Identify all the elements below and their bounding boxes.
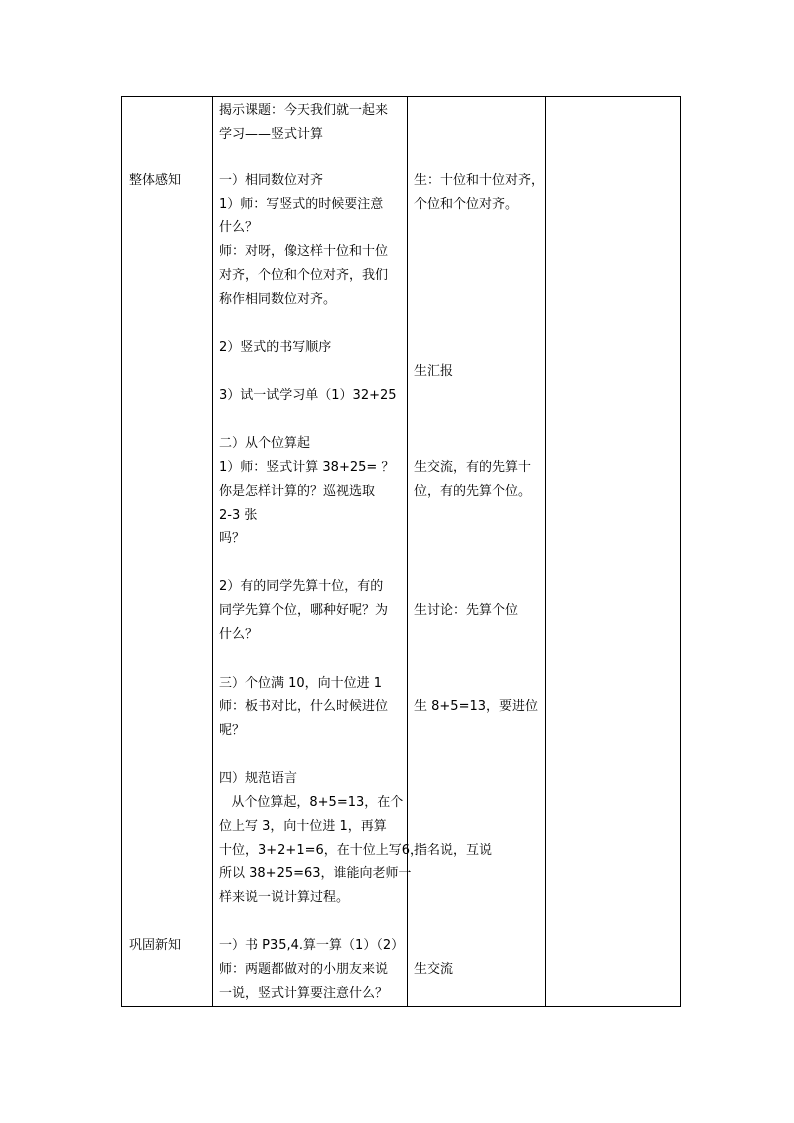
lesson-line: 所以 38+25=63，谁能向老师一: [219, 866, 412, 881]
lesson-line: 对齐，个位和个位对齐，我们: [219, 268, 389, 283]
student-response: 生汇报: [414, 364, 454, 379]
table-top-border: [121, 96, 681, 97]
student-response: 个位和个位对齐。: [414, 197, 519, 212]
lesson-line: 一说，竖式计算要注意什么？: [219, 986, 389, 1001]
lesson-line: 师：板书对比，什么时候进位: [219, 699, 389, 714]
student-response: 生 8+5=13，要进位: [414, 699, 539, 714]
lesson-line: 什么？: [219, 220, 259, 235]
lesson-line: 样来说一说计算过程。: [219, 890, 350, 905]
lesson-line: 2）竖式的书写顺序: [219, 340, 332, 355]
section-heading: 一）相同数位对齐: [219, 173, 324, 188]
lesson-line: 什么？: [219, 627, 259, 642]
student-response: 指名说，互说: [414, 843, 493, 858]
lesson-line: 3）试一试学习单（1）32+25: [219, 388, 397, 403]
lesson-line: 1）师：写竖式的时候要注意: [219, 197, 384, 212]
lesson-line: 师：两题都做对的小朋友来说: [219, 962, 389, 977]
table-bottom-border: [121, 1006, 681, 1007]
student-response: 生交流，有的先算十: [414, 460, 532, 475]
table-right-border: [680, 96, 681, 1007]
lesson-line: 呢？: [219, 723, 246, 738]
lesson-line: 学习——竖式计算: [219, 127, 324, 142]
lesson-line: 同学先算个位，哪种好呢？为: [219, 603, 389, 618]
student-response: 位，有的先算个位。: [414, 484, 532, 499]
lesson-line: 你是怎样计算的？巡视选取: [219, 484, 376, 499]
lesson-line: 2-3 张: [219, 508, 258, 523]
student-response: 生交流: [414, 962, 454, 977]
lesson-line: 从个位算起，8+5=13，在个: [219, 795, 404, 810]
lesson-line: 吗？: [219, 531, 246, 546]
section-heading: 一）书 P35,4.算一算（1）（2）: [219, 938, 405, 953]
lesson-line: 师：对呀，像这样十位和十位: [219, 244, 389, 259]
lesson-line: 位上写 3，向十位进 1，再算: [219, 819, 387, 834]
student-response: 生：十位和十位对齐，: [414, 173, 545, 188]
lesson-line: 1）师：竖式计算 38+25= ？: [219, 460, 395, 475]
student-response: 生讨论：先算个位: [414, 603, 519, 618]
column-divider-1: [212, 96, 213, 1007]
section-heading: 四）规范语言: [219, 771, 298, 786]
stage-label-overall: 整体感知: [129, 173, 182, 188]
section-heading: 二）从个位算起: [219, 436, 311, 451]
section-heading: 三）个位满 10，向十位进 1: [219, 676, 383, 691]
lesson-line: 十位，3+2+1=6，在十位上写6，: [219, 843, 424, 858]
lesson-line: 称作相同数位对齐。: [219, 292, 337, 307]
lesson-line: 2）有的同学先算十位，有的: [219, 579, 384, 594]
table-left-border: [121, 96, 122, 1007]
stage-label-consolidate: 巩固新知: [129, 938, 182, 953]
column-divider-3: [545, 96, 546, 1007]
lesson-line: 揭示课题：今天我们就一起来: [219, 103, 389, 118]
